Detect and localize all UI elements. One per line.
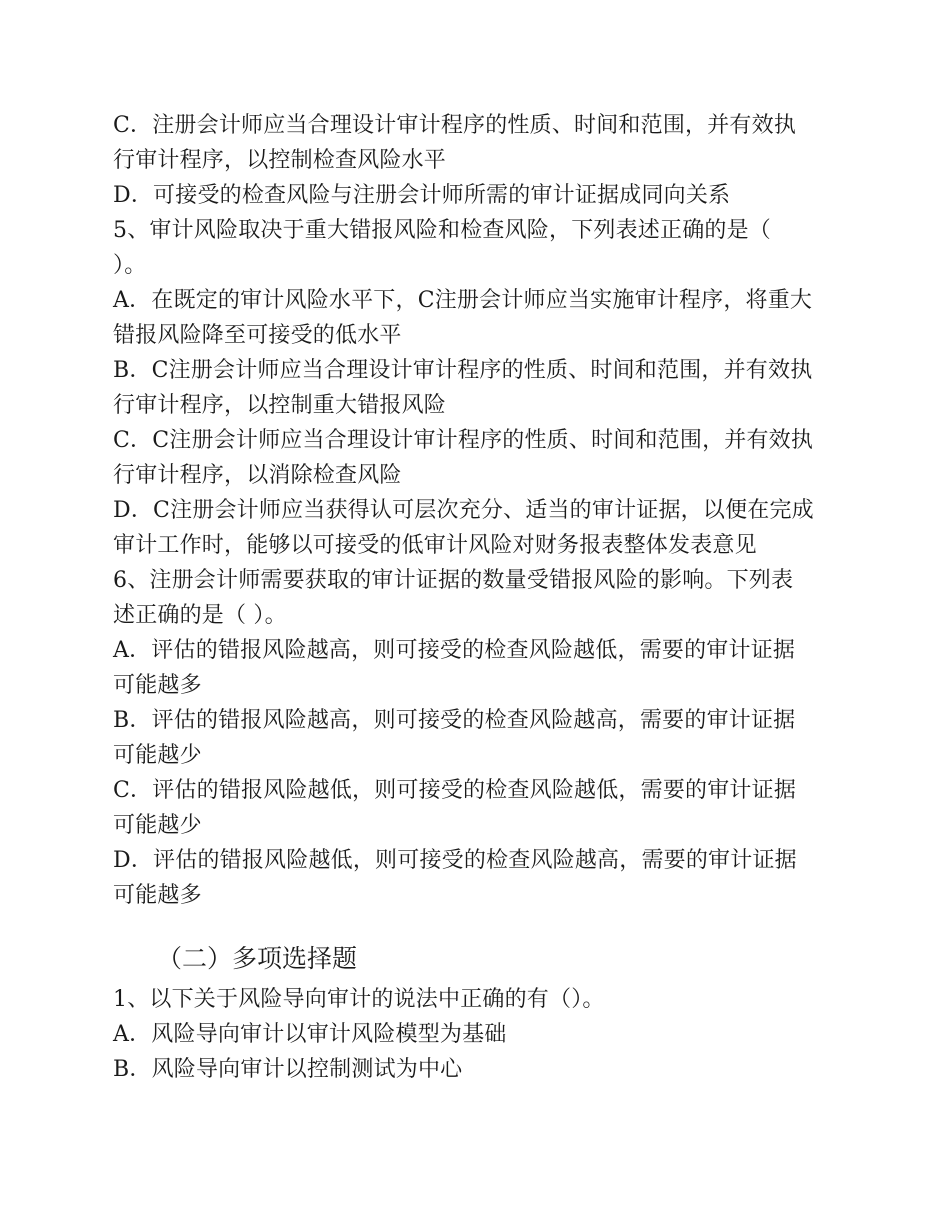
question-5-stem-1: 5、审计风险取决于重大错报风险和检查风险，下列表述正确的是（ bbox=[113, 218, 771, 243]
question-5-option-c-2: 行审计程序，以消除检查风险 bbox=[113, 463, 402, 488]
question-5-stem-2: ）。 bbox=[113, 253, 147, 278]
question-6-option-b-1: B．评估的错报风险越高，则可接受的检查风险越高，需要的审计证据 bbox=[113, 708, 796, 733]
text-line-q4-option-d: D．可接受的检查风险与注册会计师所需的审计证据成同向关系 bbox=[113, 183, 731, 208]
question-5-option-a-1: A．在既定的审计风险水平下，C注册会计师应当实施审计程序，将重大 bbox=[113, 288, 813, 313]
question-6-option-d-2: 可能越多 bbox=[113, 883, 202, 908]
question-5-option-b-1: B．C注册会计师应当合理设计审计程序的性质、时间和范围，并有效执 bbox=[113, 358, 813, 383]
question-6-stem-1: 6、注册会计师需要获取的审计证据的数量受错报风险的影响。下列表 bbox=[113, 568, 794, 593]
question-6-option-d-1: D．评估的错报风险越低，则可接受的检查风险越高，需要的审计证据 bbox=[113, 848, 797, 873]
text-line-q4-option-c-1: C．注册会计师应当合理设计审计程序的性质、时间和范围，并有效执 bbox=[113, 113, 797, 138]
question-5-option-a-2: 错报风险降至可接受的低水平 bbox=[113, 323, 402, 348]
multi-question-1-option-a: A．风险导向审计以审计风险模型为基础 bbox=[113, 1022, 507, 1047]
multi-question-1-option-b: B．风险导向审计以控制测试为中心 bbox=[113, 1057, 463, 1082]
question-6-option-c-2: 可能越少 bbox=[113, 813, 202, 838]
multi-question-1-stem: 1、以下关于风险导向审计的说法中正确的有（）。 bbox=[113, 987, 605, 1012]
question-5-option-d-1: D．C注册会计师应当获得认可层次充分、适当的审计证据，以便在完成 bbox=[113, 498, 814, 523]
text-line-q4-option-c-2: 行审计程序，以控制检查风险水平 bbox=[113, 148, 447, 173]
section-heading-multiple-choice: （二）多项选择题 bbox=[157, 944, 358, 973]
question-6-option-a-2: 可能越多 bbox=[113, 673, 202, 698]
question-6-option-a-1: A．评估的错报风险越高，则可接受的检查风险越低，需要的审计证据 bbox=[113, 638, 796, 663]
question-6-stem-2: 述正确的是（ ）。 bbox=[113, 603, 287, 628]
question-5-option-b-2: 行审计程序，以控制重大错报风险 bbox=[113, 393, 447, 418]
question-6-option-b-2: 可能越少 bbox=[113, 743, 202, 768]
question-5-option-d-2: 审计工作时，能够以可接受的低审计风险对财务报表整体发表意见 bbox=[113, 533, 757, 558]
question-5-option-c-1: C．C注册会计师应当合理设计审计程序的性质、时间和范围，并有效执 bbox=[113, 428, 814, 453]
document-body bbox=[113, 108, 843, 1087]
question-6-option-c-1: C．评估的错报风险越低，则可接受的检查风险越低，需要的审计证据 bbox=[113, 778, 797, 803]
